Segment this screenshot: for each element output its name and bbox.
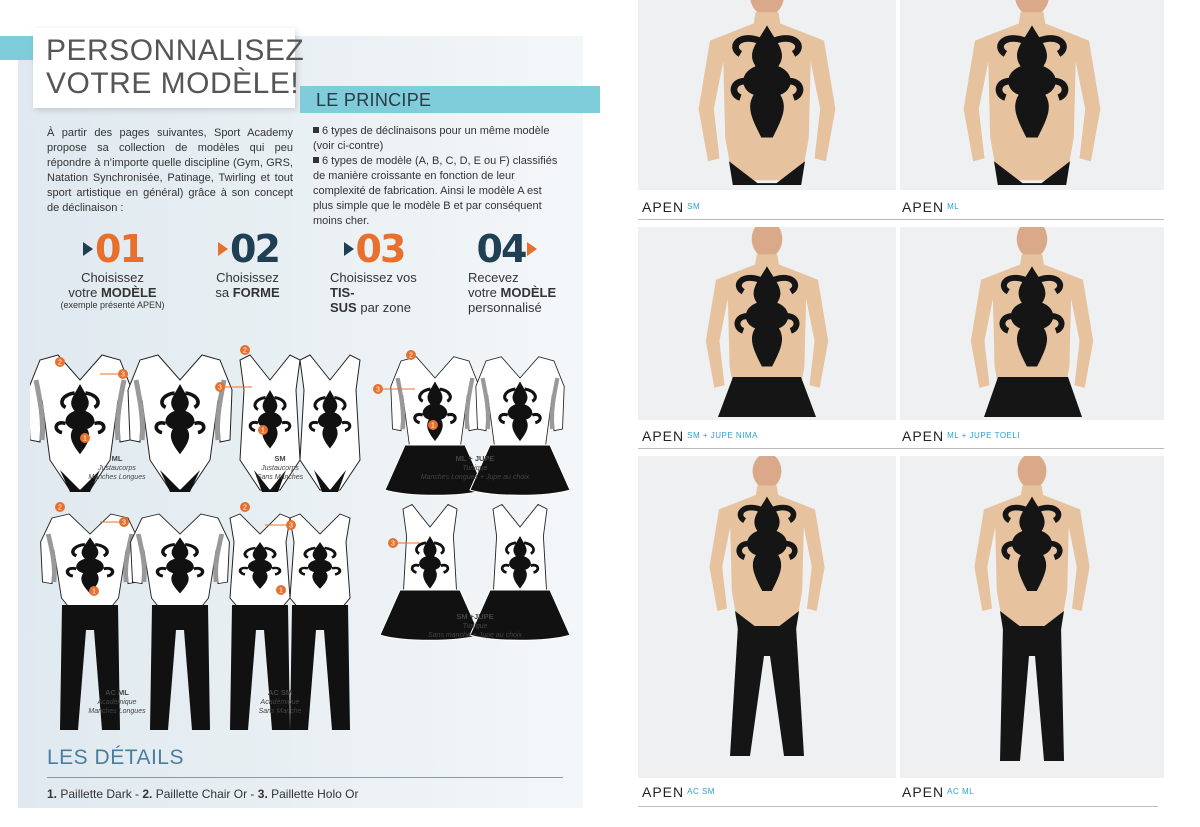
step-label-bold: MODÈLE <box>500 285 557 300</box>
title-line-1: PERSONNALISEZ <box>46 34 305 67</box>
photo-apen-ac-ml <box>900 456 1164 778</box>
marker-number: 3 <box>376 386 380 394</box>
rule-item: 6 types de déclinaisons pour un même modèle (voir ci-contre) <box>313 125 550 152</box>
play-arrow-icon <box>218 242 228 256</box>
step-label-bold: TIS- <box>330 285 355 300</box>
details-title: LES DÉTAILS <box>47 746 184 769</box>
row-divider <box>638 219 1164 220</box>
photo-apen-ml-jupe-toeli <box>900 227 1164 420</box>
step-label: Recevez <box>468 270 519 285</box>
marker-number: 3 <box>218 384 222 392</box>
step-number: 04 <box>476 227 526 271</box>
step-number: 02 <box>230 227 279 271</box>
bullet-square-icon <box>313 157 319 163</box>
step-label: Choisissez <box>216 270 279 285</box>
step-label: votre <box>468 285 501 300</box>
play-arrow-icon <box>344 242 354 256</box>
step-label: Choisissez vos <box>330 270 417 285</box>
title-line-2: VOTRE MODÈLE! <box>46 67 300 100</box>
play-arrow-icon <box>527 242 537 256</box>
marker-number: 2 <box>58 359 62 367</box>
photo-label: APEN $^{SM + JUPE NIMA}$ <box>642 428 758 444</box>
photo-label: APEN ℠ <box>642 199 701 215</box>
photo-label: APEN $^{ML}$ <box>902 199 960 215</box>
caption-sm: SM Justaucorps Sans Manches <box>256 454 304 481</box>
section-title: LE PRINCIPE <box>316 90 432 110</box>
step-label-bold: SUS <box>330 300 357 315</box>
caption-ml: ML Justaucorps Manches Longues <box>88 454 146 481</box>
step-label: sa <box>215 285 233 300</box>
marker-number: 3 <box>391 540 395 548</box>
step-1 <box>50 228 175 310</box>
step-label: personnalisé <box>468 300 542 315</box>
marker-number: 1 <box>92 588 96 596</box>
step-number: 01 <box>95 227 144 271</box>
caption-ml-jupe: ML + JUPE Tunique Manches Longues + Jupe au choix <box>420 454 530 481</box>
marker-number: 2 <box>409 352 413 360</box>
title-accent-bar <box>0 36 33 60</box>
marker-number: 2 <box>58 504 62 512</box>
photo-apen-sm <box>638 0 896 190</box>
photo-apen-ml <box>900 0 1164 190</box>
photo-label: APEN $^{ML + JUPE TOELI}$ <box>902 428 1021 444</box>
play-arrow-icon <box>83 242 93 256</box>
caption-ac-ml: AC ML Académique Manches Longues <box>88 688 146 715</box>
marker-number: 2 <box>243 347 247 355</box>
bottom-divider <box>638 806 1158 807</box>
caption-ac-sm: AC SM Académique Sans Manche <box>258 688 302 715</box>
photo-apen-ac-sm <box>638 456 896 778</box>
step-label: Choisissez <box>81 270 144 285</box>
step-3 <box>318 228 428 315</box>
marker-number: 3 <box>289 522 293 530</box>
photo-label: APEN $^{AC ML}$ <box>902 784 975 800</box>
marker-number: 3 <box>122 519 126 527</box>
garment-diagrams <box>30 340 570 740</box>
details-divider <box>47 777 563 778</box>
marker-number: 3 <box>121 371 125 379</box>
marker-number: 1 <box>431 422 435 430</box>
caption-sm-jupe: SM +JUPE Tunique Sans manche + Jupe au choix <box>428 612 522 639</box>
marker-number: 1 <box>279 587 283 595</box>
step-label-bold: FORME <box>232 285 280 300</box>
step-note: (exemple présenté APEN) <box>60 300 165 310</box>
step-2 <box>200 228 295 300</box>
page-title <box>46 34 304 100</box>
step-label: votre <box>68 285 101 300</box>
rule-item: 6 types de modèle (A, B, C, D, E ou F) classifiés de manière croissante en fonction de leur complexité de fabrication. Ainsi le modèle A est plus simple que le modèle B et par conséquent moins cher. <box>313 155 558 227</box>
photo-apen-sm-jupe-nima <box>638 227 896 420</box>
marker-number: 2 <box>243 504 247 512</box>
step-number: 03 <box>355 227 405 271</box>
marker-number: 1 <box>83 435 87 443</box>
rules-list <box>313 124 563 229</box>
row-divider <box>638 448 1164 449</box>
step-label: par zone <box>356 300 411 315</box>
bullet-square-icon <box>313 127 319 133</box>
step-4 <box>458 228 558 315</box>
marker-number: 1 <box>261 427 265 435</box>
intro-text: À partir des pages suivantes, Sport Academy propose sa collection de modèles qui peu répondre à n’importe quelle discipline (Gym, GRS, Natation Synchronisée, Patinage, Twirling et tout sport artistique en général) grâce à son concept de déclinaison : <box>47 127 293 214</box>
step-label-bold: MODÈLE <box>100 285 157 300</box>
details-list: 1. Paillette Dark - 2. Paillette Chair Or - 3. Paillette Holo Or <box>47 787 359 801</box>
photo-label: APEN $^{AC SM}$ <box>642 784 715 800</box>
